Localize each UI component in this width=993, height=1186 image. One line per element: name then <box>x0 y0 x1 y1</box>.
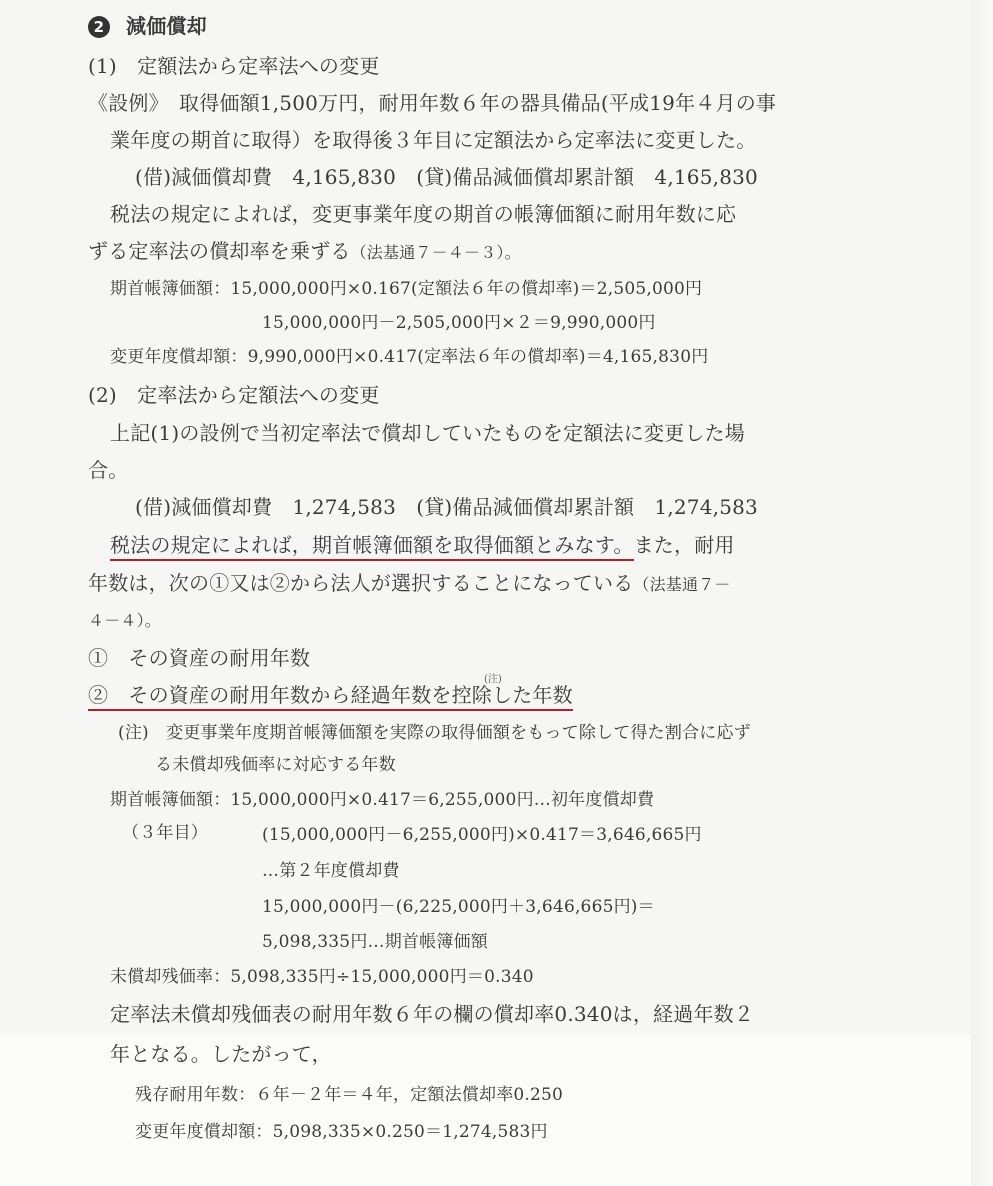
journal-entry-1: (借)減価償却費 4,165,830 (貸)備品減価償却累計額 4,165,830 <box>135 165 758 189</box>
subheading-2: (2) 定率法から定額法への変更 <box>88 383 380 407</box>
calc-2-line-2: (15,000,000円－6,255,000円)×0.417＝3,646,665円 <box>262 825 702 845</box>
calc-2-line-3: …第２年度償却費 <box>262 861 400 881</box>
reference-1: （法基通７－４－３）。 <box>350 243 521 262</box>
calc-2-year-label: （３年目） <box>122 823 208 843</box>
calc-3-line-2: 変更年度償却額：5,098,335×0.250＝1,274,583円 <box>135 1122 548 1142</box>
option-2 <box>88 681 573 709</box>
section-heading <box>88 12 207 40</box>
paragraph-1-text: ずる定率法の償却率を乗ずる <box>88 239 351 263</box>
underlined-statement-2: ② その資産の耐用年数から経過年数を控除した年数 <box>88 683 573 711</box>
calc-1-line-3: 変更年度償却額：9,990,000円×0.417(定率法６年の償却率)＝4,165,830円 <box>110 347 709 367</box>
paragraph-3-continuation: また，耐用 <box>633 533 735 557</box>
section-number-badge: 2 <box>88 16 110 38</box>
calc-3-line-1: 残存耐用年数：６年－２年＝４年，定額法償却率0.250 <box>135 1085 564 1105</box>
note-line-2: る未償却残価率に対応する年数 <box>155 755 396 775</box>
paragraph-3-text: 年数は，次の①又は②から法人が選択することになっている <box>88 571 634 595</box>
paragraph-2-line-1: 上記(1)の設例で当初定率法で償却していたものを定額法に変更した場 <box>110 421 745 445</box>
calc-2-residual-rate: 未償却残価率：5,098,335円÷15,000,000円＝0.340 <box>110 967 534 987</box>
calc-2-line-5: 5,098,335円…期首帳簿価額 <box>262 932 488 952</box>
paragraph-1-line-2 <box>88 237 521 267</box>
calc-1-line-1: 期首帳簿価額：15,000,000円×0.167(定額法６年の償却率)＝2,505,000円 <box>110 279 703 299</box>
paragraph-4-line-2: 年となる。したがって， <box>110 1042 332 1066</box>
calc-2-line-4: 15,000,000円－(6,225,000円＋3,646,665円)＝ <box>262 897 655 917</box>
paragraph-3-line-2 <box>88 569 731 599</box>
paragraph-3-line-1 <box>110 531 735 559</box>
section-title: 減価償却 <box>126 14 207 38</box>
paragraph-2-line-2: 合。 <box>88 458 129 482</box>
calc-1-line-2: 15,000,000円－2,505,000円×２＝9,990,000円 <box>262 313 656 333</box>
calc-2-line-1: 期首帳簿価額：15,000,000円×0.417＝6,255,000円…初年度償却費 <box>110 790 655 810</box>
example-line-2: 業年度の期首に取得）を取得後３年目に定額法から定率法に変更した。 <box>110 128 757 152</box>
note-marker: (注) <box>484 674 502 685</box>
option-1: ① その資産の耐用年数 <box>88 646 311 670</box>
underlined-statement-1: 税法の規定によれば，期首帳簿価額を取得価額とみなす。 <box>110 533 634 561</box>
paragraph-1-line-1: 税法の規定によれば，変更事業年度の期首の帳簿価額に耐用年数に応 <box>110 202 737 226</box>
example-line-1: 《設例》 取得価額1,500万円，耐用年数６年の器具備品(平成19年４月の事 <box>88 91 777 115</box>
reference-2: （法基通７－ <box>633 575 731 594</box>
note-line-1: (注) 変更事業年度期首帳簿価額を実際の取得価額をもって除して得た割合に応ず <box>118 723 751 743</box>
page-edge-shading <box>971 0 993 1186</box>
paragraph-3-line-3: ４－４）。 <box>88 611 162 630</box>
subheading-1: (1) 定額法から定率法への変更 <box>88 54 380 78</box>
journal-entry-2: (借)減価償却費 1,274,583 (貸)備品減価償却累計額 1,274,583 <box>135 495 758 519</box>
paragraph-4-line-1: 定率法未償却残価表の耐用年数６年の欄の償却率0.340は，経過年数２ <box>110 1002 755 1026</box>
